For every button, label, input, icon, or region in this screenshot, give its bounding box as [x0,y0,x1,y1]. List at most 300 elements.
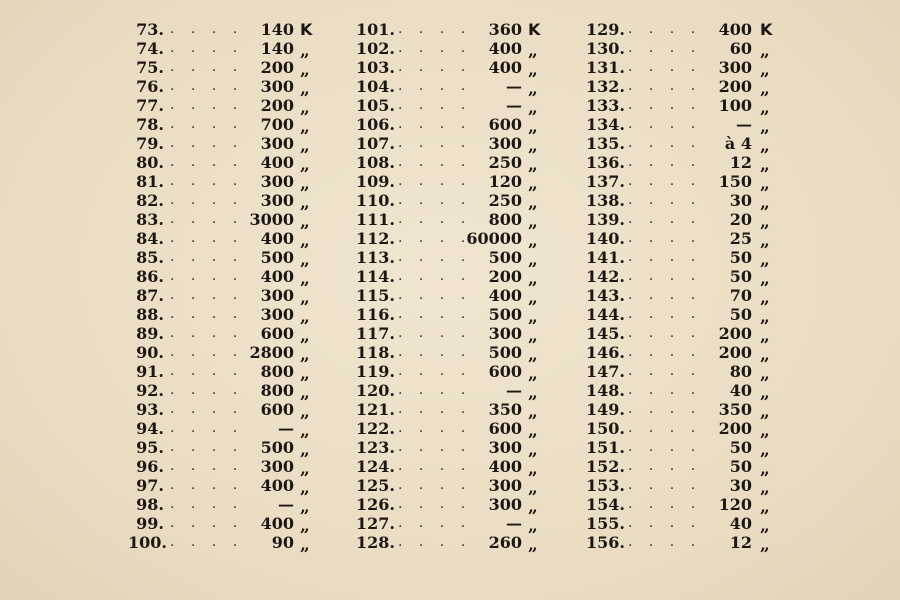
entry-number: 135. [586,134,625,153]
list-item [356,39,556,61]
dot-leader: . . . . [170,496,244,512]
list-item [356,514,556,536]
list-item [586,96,786,118]
entry-value: 12 [729,533,752,552]
dot-leader: . . . . [170,268,244,284]
dot-leader: . . . . [398,344,472,360]
dot-leader: . . . . [170,211,244,227]
entry-unit: „ [528,269,538,289]
list-item [586,381,786,403]
list-item [356,286,556,308]
entry-unit: „ [528,231,538,251]
list-item [356,267,556,289]
dot-leader: . . . . [398,268,472,284]
entry-value: 50 [729,457,752,476]
dot-leader: . . . . [628,59,702,75]
dot-leader: . . . . [628,249,702,265]
list-item [586,39,786,61]
entry-value: 700 [260,115,294,134]
entry-unit: „ [300,307,310,327]
dot-leader: . . . . [398,287,472,303]
entry-value: 70 [729,286,752,305]
entry-value: 40 [729,514,752,533]
entry-number: 89. [136,324,164,343]
dot-leader: . . . . [398,211,472,227]
entry-value: 400 [260,153,294,172]
entry-number: 119. [356,362,395,381]
dot-leader: . . . . [170,401,244,417]
entry-unit: „ [760,41,770,61]
entry-unit: „ [528,345,538,365]
entry-value: 140 [260,39,294,58]
entry-unit: „ [300,250,310,270]
entry-unit: „ [300,193,310,213]
entry-number: 77. [136,96,164,115]
entry-unit: „ [300,174,310,194]
entry-unit: „ [760,155,770,175]
list-item [128,419,328,441]
entry-value: 2800 [249,343,294,362]
entry-value: 200 [718,324,752,343]
entry-unit: „ [760,402,770,422]
dot-leader: . . . . [170,477,244,493]
entry-number: 122. [356,419,395,438]
entry-number: 109. [356,172,395,191]
dot-leader: . . . . [170,154,244,170]
list-item [586,476,786,498]
entry-unit: „ [300,516,310,536]
entry-number: 97. [136,476,164,495]
entry-unit: „ [300,288,310,308]
list-item [128,495,328,517]
entry-value: 12 [729,153,752,172]
dot-leader: . . . . [170,78,244,94]
dot-leader: . . . . [628,97,702,113]
entry-value: 300 [260,286,294,305]
list-item [356,58,556,80]
entry-number: 136. [586,153,625,172]
list-item [586,267,786,289]
entry-number: 99. [136,514,164,533]
entry-unit: „ [528,383,538,403]
dot-leader: . . . . [628,154,702,170]
entry-unit: „ [300,364,310,384]
entry-unit: „ [760,383,770,403]
entry-value: 300 [260,457,294,476]
list-item [586,115,786,137]
dot-leader: . . . . [170,458,244,474]
dot-leader: . . . . [628,287,702,303]
dot-leader: . . . . [628,40,702,56]
entry-number: 75. [136,58,164,77]
entry-unit: „ [528,326,538,346]
list-item [128,476,328,498]
entry-value: 350 [488,400,522,419]
entry-value: 300 [260,172,294,191]
dot-leader: . . . . [170,116,244,132]
entry-value: 250 [488,191,522,210]
entry-number: 79. [136,134,164,153]
entry-number: 146. [586,343,625,362]
dot-leader: . . . . [170,420,244,436]
entry-unit: „ [528,193,538,213]
entry-unit: „ [760,440,770,460]
list-item [586,362,786,384]
entry-number: 112. [356,229,395,248]
entry-value: 80 [729,362,752,381]
entry-number: 153. [586,476,625,495]
entry-value: 60 [729,39,752,58]
entry-value: — [506,77,522,96]
entry-value: 400 [488,286,522,305]
entry-value: 300 [260,191,294,210]
entry-number: 100. [128,533,167,552]
entry-unit: „ [528,307,538,327]
dot-leader: . . . . [170,249,244,265]
entry-unit: „ [528,459,538,479]
list-item [586,514,786,536]
entry-unit: „ [300,41,310,61]
entry-number: 78. [136,115,164,134]
list-item [356,533,556,555]
entry-value: 400 [260,476,294,495]
entry-number: 130. [586,39,625,58]
dot-leader: . . . . [398,135,472,151]
list-item [356,191,556,213]
list-item [128,438,328,460]
dot-leader: . . . . [628,268,702,284]
entry-number: 110. [356,191,395,210]
entry-value: 300 [260,134,294,153]
dot-leader: . . . . [628,21,702,37]
entry-value: 500 [488,343,522,362]
list-item [128,400,328,422]
entry-unit: „ [300,497,310,517]
list-item [356,419,556,441]
dot-leader: . . . . [170,135,244,151]
entry-number: 139. [586,210,625,229]
entry-value: 500 [488,305,522,324]
entry-value: 500 [260,248,294,267]
dot-leader: . . . . [398,420,472,436]
list-item [128,533,328,555]
list-item [356,343,556,365]
dot-leader: . . . . [628,78,702,94]
entry-unit: K [528,20,541,39]
entry-value: 600 [488,419,522,438]
entry-value: 90 [271,533,294,552]
list-item [586,77,786,99]
dot-leader: . . . . [628,135,702,151]
entry-unit: „ [760,250,770,270]
entry-number: 152. [586,457,625,476]
dot-leader: . . . . [398,97,472,113]
dot-leader: . . . . [628,325,702,341]
entry-value: 120 [488,172,522,191]
list-item [356,153,556,175]
dot-leader: . . . . [170,325,244,341]
entry-unit: K [300,20,313,39]
list-item [128,77,328,99]
entry-unit: „ [300,345,310,365]
entry-number: 84. [136,229,164,248]
entry-unit: „ [528,535,538,555]
list-item [128,210,328,232]
entry-value: 600 [260,400,294,419]
entry-number: 134. [586,115,625,134]
dot-leader: . . . . [628,363,702,379]
entry-number: 132. [586,77,625,96]
entry-number: 156. [586,533,625,552]
entry-value: 400 [260,229,294,248]
dot-leader: . . . . [398,325,472,341]
list-item [586,286,786,308]
entry-number: 82. [136,191,164,210]
entry-unit: „ [760,193,770,213]
entry-unit: „ [528,212,538,232]
dot-leader: . . . . [398,401,472,417]
entry-value: 300 [488,134,522,153]
entry-unit: „ [760,478,770,498]
entry-number: 117. [356,324,395,343]
list-item [128,248,328,270]
entry-number: 138. [586,191,625,210]
entry-value: 300 [488,476,522,495]
dot-leader: . . . . [170,363,244,379]
list-item [356,495,556,517]
entry-value: 350 [718,400,752,419]
entry-unit: „ [760,60,770,80]
entry-number: 120. [356,381,395,400]
entry-value: — [278,419,294,438]
list-item [128,96,328,118]
list-item [356,457,556,479]
list-item [128,191,328,213]
entry-value: 250 [488,153,522,172]
entry-number: 98. [136,495,164,514]
dot-leader: . . . . [628,458,702,474]
entry-value: 50 [729,248,752,267]
entry-unit: „ [528,516,538,536]
entry-unit: „ [528,478,538,498]
dot-leader: . . . . [398,59,472,75]
list-item [128,286,328,308]
dot-leader: . . . . [628,211,702,227]
entry-number: 73. [136,20,164,39]
list-item [356,172,556,194]
entry-number: 142. [586,267,625,286]
list-item [356,210,556,232]
entry-unit: „ [760,269,770,289]
list-item [128,362,328,384]
dot-leader: . . . . [170,173,244,189]
list-item [356,248,556,270]
list-item [356,96,556,118]
entry-value: 600 [488,115,522,134]
entry-unit: „ [528,250,538,270]
entry-value: 260 [488,533,522,552]
entry-number: 115. [356,286,395,305]
dot-leader: . . . . [628,306,702,322]
dot-leader: . . . . [628,230,702,246]
entry-unit: „ [760,307,770,327]
entry-unit: „ [760,345,770,365]
entry-value: 200 [718,419,752,438]
entry-unit: „ [528,60,538,80]
dot-leader: . . . . [628,439,702,455]
dot-leader: . . . . [398,154,472,170]
entry-value: — [506,381,522,400]
entry-number: 103. [356,58,395,77]
entry-number: 85. [136,248,164,267]
entry-unit: „ [528,79,538,99]
dot-leader: . . . . [398,78,472,94]
entry-number: 155. [586,514,625,533]
entry-value: 400 [260,514,294,533]
list-item [128,305,328,327]
list-item [586,172,786,194]
entry-unit: „ [528,402,538,422]
list-item [356,400,556,422]
entry-value: 3000 [249,210,294,229]
entry-value: 800 [260,381,294,400]
list-item [356,229,556,251]
entry-number: 129. [586,20,625,39]
entry-value: 400 [488,58,522,77]
entry-unit: „ [528,174,538,194]
entry-number: 131. [586,58,625,77]
entry-value: 40 [729,381,752,400]
entry-number: 83. [136,210,164,229]
entry-value: 140 [260,20,294,39]
entry-unit: „ [760,326,770,346]
entry-unit: „ [300,117,310,137]
entry-number: 91. [136,362,164,381]
entry-value: 300 [488,438,522,457]
entry-value: 300 [488,324,522,343]
dot-leader: . . . . [170,230,244,246]
list-item [356,305,556,327]
list-item [128,58,328,80]
entry-unit: „ [300,155,310,175]
entry-unit: „ [300,269,310,289]
list-item [356,134,556,156]
dot-leader: . . . . [628,382,702,398]
entry-number: 107. [356,134,395,153]
entry-unit: „ [300,98,310,118]
dot-leader: . . . . [628,192,702,208]
dot-leader: . . . . [398,439,472,455]
entry-number: 80. [136,153,164,172]
list-item [356,476,556,498]
entry-unit: „ [760,174,770,194]
entry-number: 126. [356,495,395,514]
entry-unit: „ [300,421,310,441]
dot-leader: . . . . [170,515,244,531]
dot-leader: . . . . [628,534,702,550]
entry-number: 154. [586,495,625,514]
entry-number: 144. [586,305,625,324]
entry-number: 86. [136,267,164,286]
list-item [356,362,556,384]
entry-value: 200 [718,343,752,362]
entry-value: 30 [729,476,752,495]
dot-leader: . . . . [628,344,702,360]
list-item [586,533,786,555]
entry-value: 500 [260,438,294,457]
list-item [586,229,786,251]
list-item [356,381,556,403]
dot-leader: . . . . [170,192,244,208]
dot-leader: . . . . [398,116,472,132]
entry-number: 101. [356,20,395,39]
entry-unit: „ [300,535,310,555]
entry-unit: „ [760,136,770,156]
dot-leader: . . . . [628,496,702,512]
list-item [128,343,328,365]
entry-number: 121. [356,400,395,419]
entry-unit: „ [300,402,310,422]
price-column-1 [128,20,328,555]
entry-number: 140. [586,229,625,248]
entry-unit: „ [528,421,538,441]
entry-number: 108. [356,153,395,172]
dot-leader: . . . . [398,40,472,56]
entry-number: 94. [136,419,164,438]
dot-leader: . . . . [628,401,702,417]
list-item [586,58,786,80]
dot-leader: . . . . [398,477,472,493]
entry-unit: „ [760,231,770,251]
list-item [356,20,556,39]
list-item [586,400,786,422]
dot-leader: . . . . [398,230,472,246]
entry-number: 95. [136,438,164,457]
entry-value: 400 [718,20,752,39]
list-item [128,514,328,536]
entry-unit: „ [760,212,770,232]
entry-unit: „ [760,497,770,517]
list-item [128,20,328,39]
list-item [586,210,786,232]
list-item [356,438,556,460]
entry-unit: „ [760,516,770,536]
price-column-3 [586,20,786,555]
entry-number: 151. [586,438,625,457]
entry-unit: „ [300,212,310,232]
entry-unit: „ [528,98,538,118]
entry-value: 200 [488,267,522,286]
list-item [128,381,328,403]
list-item [128,172,328,194]
list-item [586,153,786,175]
list-item [586,438,786,460]
entry-value: 200 [718,77,752,96]
entry-value: 25 [729,229,752,248]
entry-number: 81. [136,172,164,191]
list-item [128,324,328,346]
entry-number: 74. [136,39,164,58]
dot-leader: . . . . [170,40,244,56]
entry-value: à 4 [724,134,752,153]
entry-value: 150 [718,172,752,191]
entry-number: 92. [136,381,164,400]
entry-unit: K [760,20,773,39]
entry-value: 600 [488,362,522,381]
list-item [128,134,328,156]
entry-unit: „ [300,326,310,346]
entry-number: 128. [356,533,395,552]
